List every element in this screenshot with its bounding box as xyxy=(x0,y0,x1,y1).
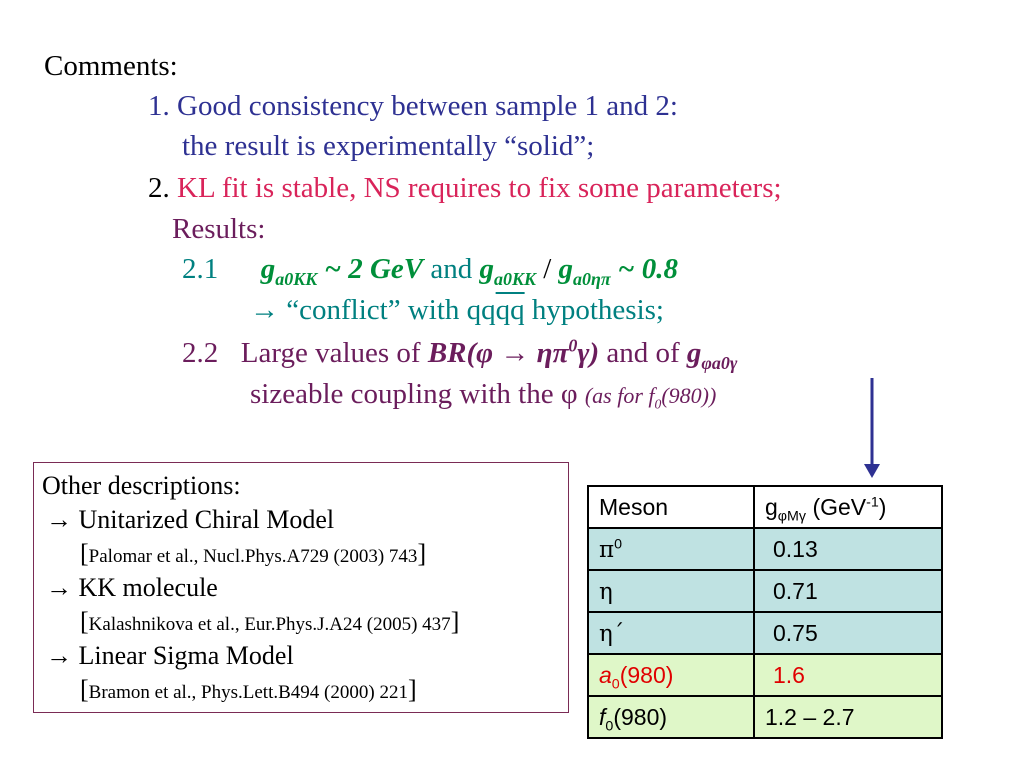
header-coupling: $g_{\varphi M\gamma}$ (GeV$^{-1}$) xyxy=(754,486,942,528)
other-item-2-label: KK molecule xyxy=(78,573,218,602)
down-arrow-icon xyxy=(860,378,884,480)
table-row xyxy=(588,528,942,570)
right-arrow-icon: → xyxy=(46,573,72,602)
result-2-2-paren: (as for $f_0(980)$) xyxy=(584,383,717,412)
other-item-1-ref: [Palomar et al., Nucl.Phys.A729 (2003) 743] xyxy=(80,539,427,568)
other-item-3-label: Linear Sigma Model xyxy=(78,641,294,670)
result-2-2-text: Large values of xyxy=(240,337,421,369)
meson-coupling-table xyxy=(587,485,943,739)
other-item-2-ref: [Kalashnikova et al., Eur.Phys.J.A24 (2005) 437] xyxy=(80,607,460,636)
comment-1 xyxy=(148,90,678,123)
other-item-1 xyxy=(46,505,334,535)
table-row xyxy=(588,612,942,654)
value-cell: 0.75 xyxy=(754,612,942,654)
value-cell: 1.6 xyxy=(754,654,942,696)
conflict-post: hypothesis; xyxy=(524,294,664,326)
comment-1-line1: Good consistency between sample 1 and 2: xyxy=(177,90,678,122)
result-2-1-number: 2.1 xyxy=(182,253,219,285)
value-cell: 1.2 – 2.7 xyxy=(754,696,942,738)
result-2-1-value1: ~ 2 GeV xyxy=(324,253,424,285)
comment-2-text: KL fit is stable, NS requires to fix some parameters; xyxy=(177,172,782,204)
meson-cell: $\pi^0$ xyxy=(588,528,754,570)
result-2-2-and-of: and of xyxy=(606,337,680,369)
table-row xyxy=(588,654,942,696)
right-arrow-icon: → xyxy=(46,505,72,534)
result-2-2-line2-text: sizeable coupling with the φ xyxy=(250,378,578,410)
comment-1-number: 1. xyxy=(148,90,170,122)
result-2-2-number: 2.2 xyxy=(182,337,219,369)
conflict-text: → “conflict” with qq xyxy=(250,294,496,326)
comments-heading: Comments: xyxy=(44,50,178,82)
right-arrow-icon: → xyxy=(46,641,72,670)
result-2-1-conflict xyxy=(250,294,664,327)
other-descriptions-heading: Other descriptions: xyxy=(42,471,241,500)
g-phi-a0-gamma: $g_{\varphi a0\gamma}$ xyxy=(686,337,738,373)
table-row xyxy=(588,570,942,612)
value-cell: 0.71 xyxy=(754,570,942,612)
meson-cell: $f_0(980)$ xyxy=(588,696,754,738)
results-heading: Results: xyxy=(172,213,266,245)
comment-2 xyxy=(148,172,782,205)
header-meson: Meson xyxy=(588,486,754,528)
result-2-1-value2: ~ 0.8 xyxy=(617,253,678,285)
value-cell: 0.13 xyxy=(754,528,942,570)
meson-cell: η´ xyxy=(588,612,754,654)
br-formula: $BR(\varphi \to \eta\pi^0\gamma)$ xyxy=(427,335,600,369)
result-2-1: 2.1 $g_{a0KK}$ ~ 2 GeV and $g_{a0KK} / g_{a0\eta\pi}$ ~ 0.8 xyxy=(182,253,678,289)
result-2-2 xyxy=(182,335,738,373)
comment-1-line2: the result is experimentally “solid”; xyxy=(182,130,595,162)
g-ratio-symbol: $g_{a0KK}$ xyxy=(479,253,536,289)
table-header-row xyxy=(588,486,942,528)
other-item-3 xyxy=(46,641,294,671)
table-row xyxy=(588,696,942,738)
other-item-2 xyxy=(46,573,218,603)
other-item-1-label: Unitarized Chiral Model xyxy=(78,505,335,534)
conflict-overline: $\overline{qq}$ xyxy=(495,294,525,326)
g-a0kk-symbol: $g_{a0KK}$ xyxy=(260,253,318,289)
other-item-3-ref: [Bramon et al., Phys.Lett.B494 (2000) 221] xyxy=(80,675,417,704)
result-2-2-line2 xyxy=(250,378,716,411)
g-a0etapi-symbol: $g_{a0\eta\pi}$ xyxy=(558,253,611,289)
meson-cell: η xyxy=(588,570,754,612)
result-2-1-and: and xyxy=(430,253,473,285)
meson-cell: $a_0(980)$ xyxy=(588,654,754,696)
comment-2-number: 2. xyxy=(148,172,170,204)
other-descriptions-box xyxy=(33,462,569,713)
